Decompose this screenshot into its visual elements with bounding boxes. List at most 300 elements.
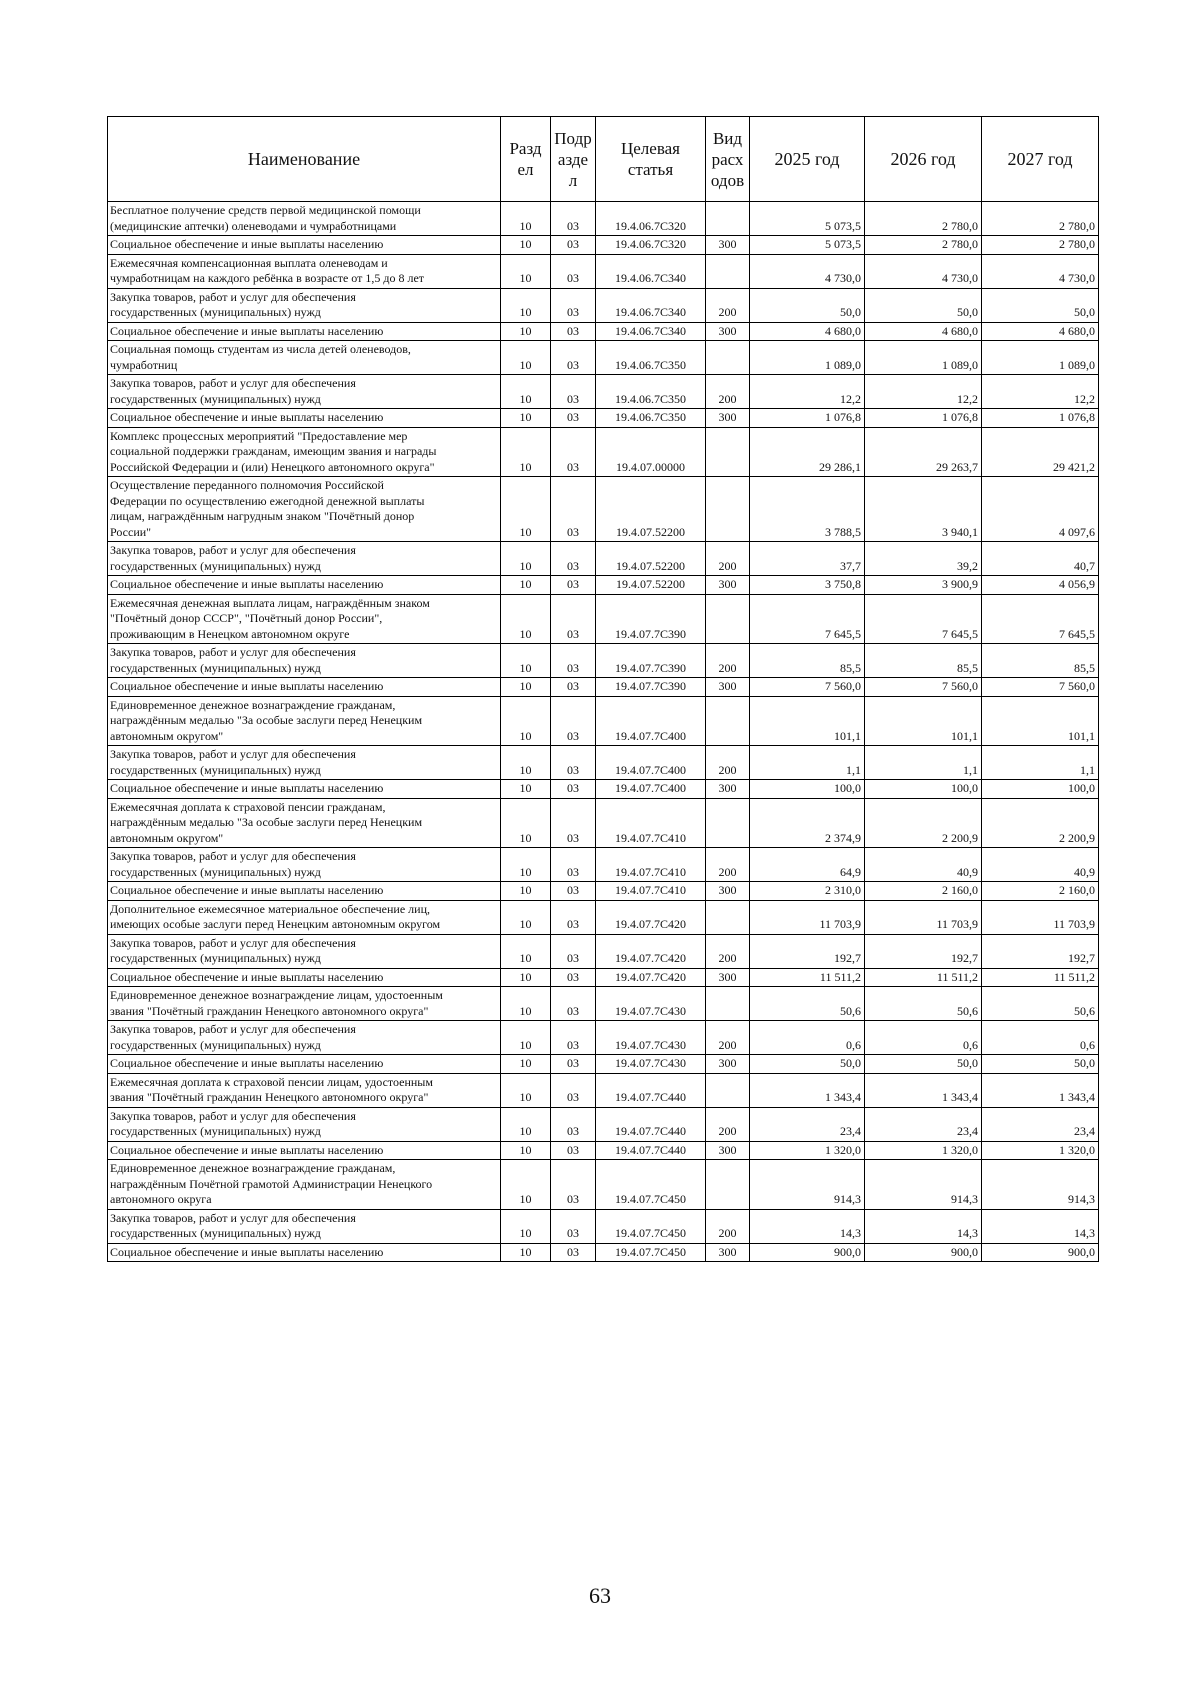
cell-statya: 19.4.07.7С410 [596,798,706,848]
cell-vid: 200 [706,1021,750,1055]
cell-name [108,202,501,236]
cell-podrazdel: 03 [551,900,596,934]
cell-podrazdel: 03 [551,934,596,968]
cell-statya: 19.4.07.7С400 [596,780,706,799]
cell-y2026: 11 703,9 [865,900,982,934]
cell-vid [706,987,750,1021]
cell-razdel: 10 [501,1055,551,1074]
cell-vid: 300 [706,236,750,255]
table-row [108,746,1099,780]
cell-name [108,644,501,678]
cell-vid: 300 [706,968,750,987]
cell-razdel: 10 [501,427,551,477]
cell-statya: 19.4.07.52200 [596,542,706,576]
cell-name-line: Социальное обеспечение и иные выплаты населению [110,577,384,591]
cell-vid: 300 [706,1055,750,1074]
cell-vid [706,1160,750,1210]
cell-podrazdel: 03 [551,542,596,576]
cell-name-line: Закупка товаров, работ и услуг для обеспечения [110,1210,356,1225]
table-row [108,254,1099,288]
cell-razdel: 10 [501,409,551,428]
cell-name-line: Единовременное денежное вознаграждение гражданам, [110,697,396,712]
cell-y2025: 1 089,0 [750,341,865,375]
header-podrazdel-line: Подр [554,128,592,148]
cell-y2027: 1 076,8 [982,409,1099,428]
table-row [108,477,1099,542]
cell-y2025: 4 680,0 [750,322,865,341]
cell-name [108,987,501,1021]
cell-y2026: 29 263,7 [865,427,982,477]
cell-vid [706,202,750,236]
cell-razdel: 10 [501,987,551,1021]
cell-y2025: 101,1 [750,696,865,746]
cell-y2026: 11 511,2 [865,968,982,987]
cell-y2027: 50,0 [982,1055,1099,1074]
cell-podrazdel: 03 [551,1243,596,1262]
cell-vid: 300 [706,1141,750,1160]
cell-y2027: 4 730,0 [982,254,1099,288]
cell-razdel: 10 [501,900,551,934]
cell-y2025: 37,7 [750,542,865,576]
cell-podrazdel: 03 [551,236,596,255]
cell-name-line: Единовременное денежное вознаграждение лицам, удостоенным [110,988,443,1002]
cell-y2026: 1,1 [865,746,982,780]
cell-razdel: 10 [501,934,551,968]
cell-name [108,780,501,799]
cell-name-line: государственных (муниципальных) нужд [110,1226,321,1240]
cell-statya: 19.4.07.7С420 [596,900,706,934]
cell-y2027: 50,0 [982,288,1099,322]
cell-y2027: 4 680,0 [982,322,1099,341]
cell-name-line: государственных (муниципальных) нужд [110,864,321,879]
cell-statya: 19.4.07.7С390 [596,678,706,697]
cell-y2025: 50,0 [750,1055,865,1074]
cell-podrazdel: 03 [551,1055,596,1074]
cell-name-line: Социальная помощь студентам из числа детей оленеводов, [110,342,411,356]
table-row [108,696,1099,746]
cell-y2025: 12,2 [750,375,865,409]
cell-y2026: 2 200,9 [865,798,982,848]
cell-name-line: государственных (муниципальных) нужд [110,660,321,675]
cell-razdel: 10 [501,798,551,848]
cell-razdel: 10 [501,644,551,678]
cell-statya: 19.4.07.7С400 [596,696,706,746]
cell-podrazdel: 03 [551,987,596,1021]
cell-y2026: 2 780,0 [865,236,982,255]
cell-name-line: социальной поддержки гражданам, имеющим звания и награды [110,444,437,458]
cell-y2026: 192,7 [865,934,982,968]
cell-razdel: 10 [501,288,551,322]
cell-y2025: 5 073,5 [750,202,865,236]
cell-name-line: Закупка товаров, работ и услуг для обеспечения [110,289,356,304]
cell-name-line: Закупка товаров, работ и услуг для обеспечения [110,543,356,557]
cell-name-line: государственных (муниципальных) нужд [110,1124,321,1138]
cell-y2027: 7 645,5 [982,594,1099,644]
cell-name [108,576,501,595]
cell-name-line: Социальное обеспечение и иные выплаты населению [110,883,384,897]
cell-y2027: 192,7 [982,934,1099,968]
cell-name-line: государственных (муниципальных) нужд [110,951,321,965]
cell-name [108,900,501,934]
cell-name [108,477,501,542]
cell-name-line: Ежемесячная доплата к страховой пенсии лицам, удостоенным [110,1074,433,1089]
cell-statya: 19.4.07.52200 [596,477,706,542]
cell-podrazdel: 03 [551,375,596,409]
cell-vid: 200 [706,934,750,968]
cell-vid [706,696,750,746]
cell-name-line: чумработниц [110,357,178,372]
cell-name-line: Российской Федерации и (или) Ненецкого автономного округа" [110,459,435,474]
cell-statya: 19.4.07.7С430 [596,987,706,1021]
cell-statya: 19.4.07.7С450 [596,1160,706,1210]
cell-statya: 19.4.06.7С340 [596,254,706,288]
cell-podrazdel: 03 [551,288,596,322]
cell-podrazdel: 03 [551,1209,596,1243]
cell-razdel: 10 [501,594,551,644]
cell-y2026: 1 343,4 [865,1073,982,1107]
table-row [108,1073,1099,1107]
cell-statya: 19.4.07.7С420 [596,934,706,968]
cell-y2027: 40,9 [982,848,1099,882]
cell-y2026: 14,3 [865,1209,982,1243]
cell-vid: 200 [706,848,750,882]
cell-statya: 19.4.07.7С390 [596,594,706,644]
cell-vid: 300 [706,780,750,799]
cell-vid: 300 [706,678,750,697]
table-row [108,934,1099,968]
cell-name [108,934,501,968]
cell-razdel: 10 [501,746,551,780]
cell-y2025: 3 788,5 [750,477,865,542]
cell-name-line: Закупка товаров, работ и услуг для обеспечения [110,1022,356,1036]
cell-y2026: 4 680,0 [865,322,982,341]
cell-podrazdel: 03 [551,696,596,746]
cell-name-line: автономным округом" [110,728,224,743]
cell-name-line: награждённым Почётной грамотой Администрации Ненецкого [110,1176,433,1191]
cell-razdel: 10 [501,1160,551,1210]
cell-name-line: Закупка товаров, работ и услуг для обеспечения [110,1108,356,1123]
table-row [108,900,1099,934]
cell-name-line: государственных (муниципальных) нужд [110,1037,321,1052]
cell-y2027: 12,2 [982,375,1099,409]
cell-y2025: 11 703,9 [750,900,865,934]
header-2026: 2026 год [865,117,982,202]
header-2025: 2025 год [750,117,865,202]
table-row [108,1209,1099,1243]
header-podrazdel [551,117,596,202]
cell-y2026: 1 320,0 [865,1141,982,1160]
cell-podrazdel: 03 [551,1107,596,1141]
cell-razdel: 10 [501,968,551,987]
cell-y2026: 39,2 [865,542,982,576]
cell-name-line: России" [110,524,152,539]
cell-y2025: 1,1 [750,746,865,780]
cell-vid: 200 [706,1209,750,1243]
cell-razdel: 10 [501,1243,551,1262]
table-row [108,1243,1099,1262]
table-body [108,202,1099,1262]
cell-name-line: Закупка товаров, работ и услуг для обеспечения [110,645,356,659]
cell-name-line: Социальное обеспечение и иные выплаты населению [110,237,384,251]
cell-razdel: 10 [501,202,551,236]
cell-statya: 19.4.07.7С390 [596,644,706,678]
cell-y2025: 7 645,5 [750,594,865,644]
cell-razdel: 10 [501,375,551,409]
cell-name-line: "Почётный донор СССР", "Почётный донор России", [110,611,383,625]
cell-name [108,1107,501,1141]
cell-vid: 300 [706,409,750,428]
cell-podrazdel: 03 [551,322,596,341]
cell-name [108,1141,501,1160]
cell-podrazdel: 03 [551,427,596,477]
cell-vid: 200 [706,288,750,322]
cell-name-line: Социальное обеспечение и иные выплаты населению [110,969,384,984]
cell-vid: 300 [706,576,750,595]
cell-statya: 19.4.07.7С440 [596,1141,706,1160]
cell-razdel: 10 [501,678,551,697]
cell-y2026: 101,1 [865,696,982,746]
cell-y2027: 914,3 [982,1160,1099,1210]
cell-podrazdel: 03 [551,1073,596,1107]
cell-name [108,678,501,697]
cell-y2027: 14,3 [982,1209,1099,1243]
header-razdel-line: ел [517,160,534,179]
cell-y2025: 64,9 [750,848,865,882]
cell-y2027: 40,7 [982,542,1099,576]
cell-statya: 19.4.07.7С440 [596,1073,706,1107]
header-razdel [501,117,551,202]
cell-name [108,341,501,375]
cell-y2025: 900,0 [750,1243,865,1262]
cell-y2026: 4 730,0 [865,254,982,288]
cell-name [108,288,501,322]
cell-name-line: Социальное обеспечение и иные выплаты населению [110,323,384,338]
cell-y2027: 100,0 [982,780,1099,799]
cell-razdel: 10 [501,882,551,901]
cell-vid: 300 [706,882,750,901]
cell-y2025: 50,6 [750,987,865,1021]
cell-name-line: государственных (муниципальных) нужд [110,305,321,319]
cell-name [108,254,501,288]
cell-y2027: 1,1 [982,746,1099,780]
cell-statya: 19.4.06.7С320 [596,202,706,236]
cell-y2026: 1 089,0 [865,341,982,375]
cell-podrazdel: 03 [551,341,596,375]
cell-name-line: чумработницам на каждого ребёнка в возрасте от 1,5 до 8 лет [110,271,425,285]
cell-name [108,427,501,477]
cell-name-line: проживающим в Ненецком автономном округе [110,626,350,641]
cell-name [108,542,501,576]
cell-vid: 200 [706,644,750,678]
cell-name-line: государственных (муниципальных) нужд [110,391,321,406]
table-row [108,576,1099,595]
cell-y2026: 7 645,5 [865,594,982,644]
table-row [108,202,1099,236]
cell-statya: 19.4.07.52200 [596,576,706,595]
cell-y2027: 900,0 [982,1243,1099,1262]
cell-podrazdel: 03 [551,594,596,644]
cell-podrazdel: 03 [551,882,596,901]
cell-y2025: 14,3 [750,1209,865,1243]
table-row [108,288,1099,322]
cell-y2027: 2 780,0 [982,236,1099,255]
cell-y2026: 7 560,0 [865,678,982,697]
cell-razdel: 10 [501,1209,551,1243]
cell-name-line: автономного округа [110,1192,212,1206]
header-podrazdel-line: азде [557,149,589,169]
table-row [108,780,1099,799]
cell-razdel: 10 [501,1107,551,1141]
cell-podrazdel: 03 [551,644,596,678]
cell-y2026: 23,4 [865,1107,982,1141]
cell-podrazdel: 03 [551,576,596,595]
cell-name-line: лицам, награждённым нагрудным знаком "Почётный донор [110,509,415,523]
cell-podrazdel: 03 [551,202,596,236]
cell-name [108,1243,501,1262]
cell-razdel: 10 [501,542,551,576]
table-row [108,409,1099,428]
cell-y2027: 4 056,9 [982,576,1099,595]
cell-y2025: 100,0 [750,780,865,799]
cell-razdel: 10 [501,1021,551,1055]
cell-y2026: 100,0 [865,780,982,799]
cell-podrazdel: 03 [551,848,596,882]
cell-y2025: 1 320,0 [750,1141,865,1160]
cell-name-line: Закупка товаров, работ и услуг для обеспечения [110,849,356,863]
cell-y2025: 7 560,0 [750,678,865,697]
cell-y2025: 11 511,2 [750,968,865,987]
cell-statya: 19.4.06.7С350 [596,409,706,428]
cell-y2027: 2 200,9 [982,798,1099,848]
header-statya-line: Целевая [620,139,681,158]
header-name: Наименование [108,117,501,202]
cell-statya: 19.4.07.7С400 [596,746,706,780]
cell-name [108,968,501,987]
cell-razdel: 10 [501,322,551,341]
cell-name-line: Закупка товаров, работ и услуг для обеспечения [110,747,356,761]
cell-vid [706,341,750,375]
cell-name-line: Социальное обеспечение и иные выплаты населению [110,781,384,795]
cell-y2026: 3 940,1 [865,477,982,542]
table-row [108,644,1099,678]
cell-name [108,848,501,882]
cell-y2027: 11 703,9 [982,900,1099,934]
cell-podrazdel: 03 [551,1021,596,1055]
cell-statya: 19.4.06.7С320 [596,236,706,255]
cell-y2027: 23,4 [982,1107,1099,1141]
cell-name-line: награждённым медалью "За особые заслуги перед Ненецким [110,713,423,727]
table-row [108,542,1099,576]
cell-y2026: 3 900,9 [865,576,982,595]
table-row [108,798,1099,848]
cell-name-line: Закупка товаров, работ и услуг для обеспечения [110,935,356,950]
table-row [108,427,1099,477]
cell-podrazdel: 03 [551,477,596,542]
cell-y2026: 50,6 [865,987,982,1021]
cell-name-line: Социальное обеспечение и иные выплаты населению [110,410,384,424]
cell-name-line: Дополнительное ежемесячное материальное обеспечение лиц, [110,901,431,916]
cell-y2027: 1 320,0 [982,1141,1099,1160]
table-header-row [108,117,1099,202]
cell-y2027: 101,1 [982,696,1099,746]
cell-name-line: Комплекс процессных мероприятий "Предоставление мер [110,428,408,443]
cell-name [108,1073,501,1107]
header-vid-line: Вид [712,128,743,148]
cell-razdel: 10 [501,341,551,375]
cell-vid [706,1073,750,1107]
cell-y2025: 23,4 [750,1107,865,1141]
cell-razdel: 10 [501,1141,551,1160]
cell-name-line: Бесплатное получение средств первой медицинской помощи [110,203,421,217]
cell-statya: 19.4.07.7С430 [596,1021,706,1055]
cell-statya: 19.4.07.7С450 [596,1209,706,1243]
cell-razdel: 10 [501,848,551,882]
cell-statya: 19.4.06.7С350 [596,375,706,409]
cell-razdel: 10 [501,1073,551,1107]
cell-podrazdel: 03 [551,746,596,780]
cell-name-line: Социальное обеспечение и иные выплаты населению [110,1142,384,1157]
cell-y2026: 50,0 [865,288,982,322]
cell-podrazdel: 03 [551,254,596,288]
cell-vid [706,254,750,288]
cell-name-line: Единовременное денежное вознаграждение гражданам, [110,1161,396,1175]
cell-y2026: 12,2 [865,375,982,409]
cell-y2026: 85,5 [865,644,982,678]
cell-vid [706,427,750,477]
header-razdel-line: Разд [509,139,542,158]
table-row [108,987,1099,1021]
header-2027: 2027 год [982,117,1099,202]
cell-y2025: 5 073,5 [750,236,865,255]
table-row [108,341,1099,375]
cell-y2025: 914,3 [750,1160,865,1210]
cell-name [108,1160,501,1210]
cell-y2027: 4 097,6 [982,477,1099,542]
cell-name-line: автономным округом" [110,830,224,845]
cell-name [108,409,501,428]
header-podrazdel-line: л [568,170,578,190]
cell-y2025: 3 750,8 [750,576,865,595]
cell-vid: 200 [706,746,750,780]
cell-y2027: 50,6 [982,987,1099,1021]
cell-y2026: 900,0 [865,1243,982,1262]
cell-name [108,696,501,746]
cell-name [108,1209,501,1243]
table-row [108,1021,1099,1055]
cell-vid: 200 [706,375,750,409]
cell-podrazdel: 03 [551,678,596,697]
cell-name-line: государственных (муниципальных) нужд [110,558,321,573]
cell-y2025: 85,5 [750,644,865,678]
cell-y2027: 2 780,0 [982,202,1099,236]
cell-podrazdel: 03 [551,780,596,799]
cell-statya: 19.4.07.7С410 [596,848,706,882]
cell-y2026: 40,9 [865,848,982,882]
cell-y2026: 1 076,8 [865,409,982,428]
table-row [108,882,1099,901]
cell-y2026: 2 780,0 [865,202,982,236]
cell-statya: 19.4.07.7С440 [596,1107,706,1141]
cell-name-line: Ежемесячная денежная выплата лицам, награждённым знаком [110,595,430,610]
cell-y2025: 50,0 [750,288,865,322]
cell-vid [706,900,750,934]
cell-y2026: 914,3 [865,1160,982,1210]
cell-y2025: 192,7 [750,934,865,968]
cell-statya: 19.4.06.7С340 [596,322,706,341]
cell-name-line: (медицинские аптечки) оленеводами и чумработницами [110,218,397,233]
table-row [108,1055,1099,1074]
cell-podrazdel: 03 [551,798,596,848]
